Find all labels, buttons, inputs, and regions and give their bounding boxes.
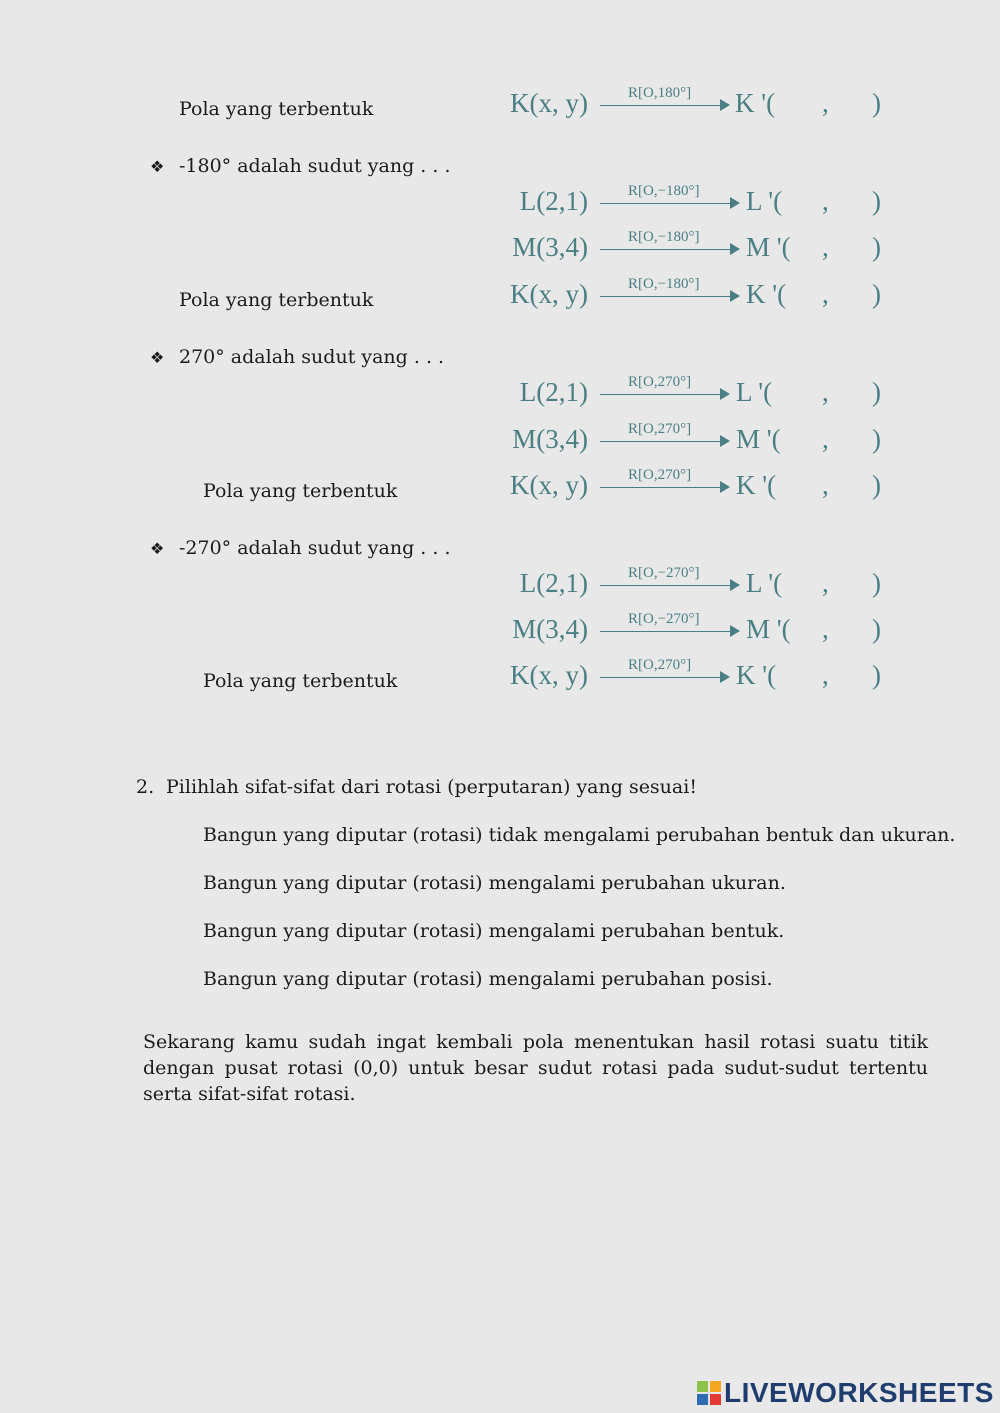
diamond-bullet-icon: ❖ [150, 539, 165, 558]
math-result: M '( [746, 614, 791, 644]
comma: , [822, 232, 829, 262]
math-result: M '( [736, 424, 781, 454]
math-source: K(x, y) [510, 470, 588, 500]
rotation-label: R[O,−180°] [628, 276, 700, 292]
rotation-label: R[O,−180°] [628, 229, 700, 245]
rotation-label: R[O,270°] [628, 657, 692, 673]
rotation-label: R[O,270°] [628, 467, 692, 483]
math-result: K '( [736, 470, 777, 500]
rotation-label: R[O,−270°] [628, 565, 700, 581]
math-source: L(2,1) [519, 568, 588, 598]
close-paren: ) [872, 660, 881, 690]
rotation-arrow [600, 276, 730, 309]
option-2[interactable]: Bangun yang diputar (rotasi) mengalami perubahan ukuran. [203, 872, 786, 894]
section-title: -180° adalah sudut yang . . . [179, 155, 451, 177]
close-paren: ) [872, 88, 881, 118]
math-result: L '( [746, 186, 783, 216]
option-3[interactable]: Bangun yang diputar (rotasi) mengalami perubahan bentuk. [203, 920, 785, 942]
close-paren: ) [872, 568, 881, 598]
pattern-label: Pola yang terbentuk [203, 480, 398, 502]
pattern-label: Pola yang terbentuk [203, 670, 398, 692]
diamond-bullet-icon: ❖ [150, 348, 165, 367]
logo-text: LIVEWORKSHEETS [724, 1377, 994, 1408]
rotation-label: R[O,180°] [628, 85, 692, 101]
rotation-arrow [600, 467, 730, 500]
pattern-label: Pola yang terbentuk [179, 289, 374, 311]
close-paren: ) [872, 232, 881, 262]
liveworksheets-mark-icon [697, 1381, 721, 1405]
closing-paragraph: Sekarang kamu sudah ingat kembali pola menentukan hasil rotasi suatu titik dengan pusat rotasi (0,0) untuk besar sudut rotasi pada sudut-sudut tertentu serta sifat-sifat rotasi. [143, 1031, 928, 1105]
pattern-label: Pola yang terbentuk [179, 98, 374, 120]
option-1[interactable]: Bangun yang diputar (rotasi) tidak mengalami perubahan bentuk dan ukuran. [203, 824, 956, 846]
liveworksheets-logo [697, 1377, 994, 1409]
diamond-bullet-icon: ❖ [150, 157, 165, 176]
rotation-label: R[O,270°] [628, 374, 692, 390]
rotation-arrow [600, 421, 730, 454]
close-paren: ) [872, 186, 881, 216]
comma: , [822, 186, 829, 216]
question-prompt: Pilihlah sifat-sifat dari rotasi (perputaran) yang sesuai! [166, 776, 697, 798]
rotation-label: R[O,−270°] [628, 611, 700, 627]
math-source: M(3,4) [512, 614, 588, 644]
comma: , [822, 568, 829, 598]
math-source: K(x, y) [510, 88, 588, 118]
math-source: K(x, y) [510, 279, 588, 309]
comma: , [822, 88, 829, 118]
math-source: K(x, y) [510, 660, 588, 690]
comma: , [822, 424, 829, 454]
option-4[interactable]: Bangun yang diputar (rotasi) mengalami perubahan posisi. [203, 968, 773, 990]
rotation-arrow [600, 85, 730, 118]
math-source: M(3,4) [512, 424, 588, 454]
rotation-arrow [600, 374, 730, 407]
math-source: L(2,1) [519, 377, 588, 407]
comma: , [822, 660, 829, 690]
close-paren: ) [872, 377, 881, 407]
rotation-arrow [600, 611, 730, 644]
close-paren: ) [872, 279, 881, 309]
math-result: K '( [735, 88, 776, 118]
question-number: 2. [136, 776, 155, 798]
math-result: L '( [736, 377, 773, 407]
math-source: M(3,4) [512, 232, 588, 262]
math-result: K '( [746, 279, 787, 309]
rotation-label: R[O,−180°] [628, 183, 700, 199]
close-paren: ) [872, 470, 881, 500]
comma: , [822, 614, 829, 644]
section-title: -270° adalah sudut yang . . . [179, 537, 451, 559]
section-title: 270° adalah sudut yang . . . [179, 346, 445, 368]
comma: , [822, 279, 829, 309]
math-result: K '( [736, 660, 777, 690]
comma: , [822, 377, 829, 407]
rotation-arrow [600, 657, 730, 690]
math-source: L(2,1) [519, 186, 588, 216]
math-result: L '( [746, 568, 783, 598]
rotation-arrow [600, 565, 730, 598]
rotation-label: R[O,270°] [628, 421, 692, 437]
close-paren: ) [872, 614, 881, 644]
comma: , [822, 470, 829, 500]
math-result: M '( [746, 232, 791, 262]
rotation-arrow [600, 229, 730, 262]
rotation-arrow [600, 183, 730, 216]
close-paren: ) [872, 424, 881, 454]
